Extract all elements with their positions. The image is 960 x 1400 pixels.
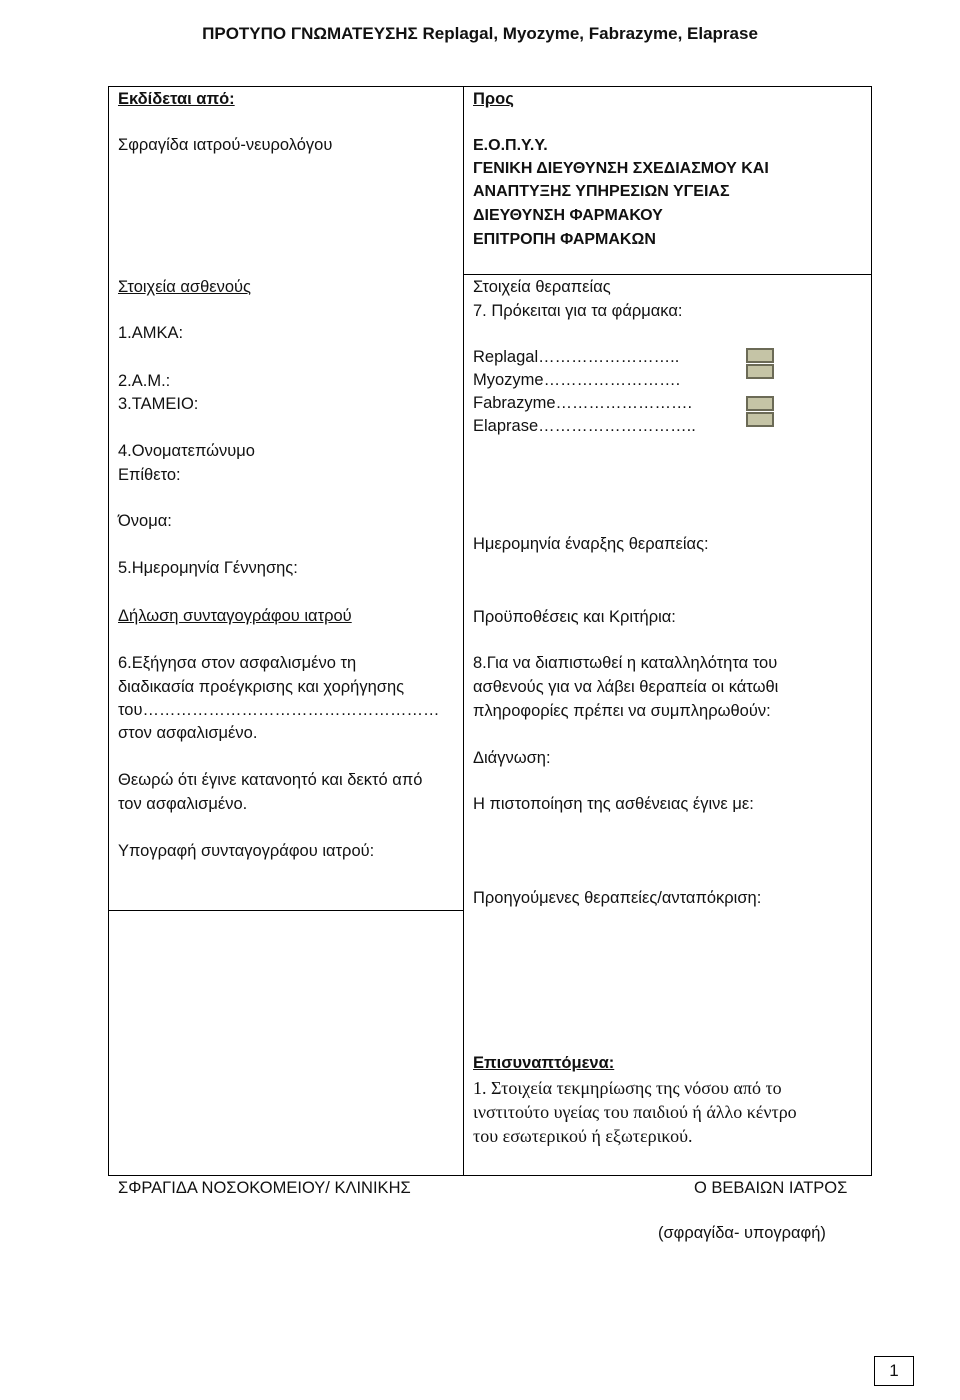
declaration-understood: Θεωρώ ότι έγινε κατανοητό και δεκτό από (118, 771, 423, 789)
table-border-right (871, 86, 872, 1176)
criteria-intro: ασθενούς για να λάβει θεραπεία οι κάτωθι (473, 678, 779, 696)
treatment-question: 7. Πρόκειται για τα φάρμακα: (473, 302, 683, 320)
patient-amka: 1.ΑΜΚΑ: (118, 324, 184, 342)
checkbox-fabrazyme[interactable] (746, 396, 774, 411)
checkbox-elaprase[interactable] (746, 412, 774, 427)
table-border-bottom (108, 1175, 872, 1176)
patient-birth: 5.Ημερομηνία Γέννησης: (118, 559, 298, 577)
patient-heading: Στοιχεία ασθενούς (118, 278, 251, 296)
table-divider-center (463, 86, 464, 1176)
table-divider-left-bottom (108, 910, 463, 911)
drug-fabrazyme: Fabrazyme……………………. (473, 394, 693, 412)
doctor-sign-label: (σφραγίδα- υπογραφή) (658, 1224, 826, 1242)
confirmation-label: Η πιστοποίηση της ασθένειας έγινε με: (473, 795, 754, 813)
page-title: ΠΡΟΤΥΠΟ ΓΝΩΜΑΤΕΥΣΗΣ Replagal, Myozyme, Fabrazyme, Elaprase (202, 24, 758, 43)
criteria-intro: πληροφορίες πρέπει να συμπληρωθούν: (473, 702, 771, 720)
declaration-line: του……………………………………………… (118, 701, 440, 719)
certifying-doctor-label: Ο ΒΕΒΑΙΩΝ ΙΑΤΡΟΣ (694, 1179, 848, 1197)
patient-fullname: 4.Ονοματεπώνυμο (118, 442, 255, 460)
recipient-line: ΓΕΝΙΚΗ ΔΙΕΥΘΥΝΣΗ ΣΧΕΔΙΑΣΜΟΥ ΚΑΙ (473, 160, 769, 177)
recipient-line: ΕΠΙΤΡΟΠΗ ΦΑΡΜΑΚΩΝ (473, 231, 656, 248)
criteria-heading: Προϋποθέσεις και Κριτήρια: (473, 608, 676, 626)
patient-fund: 3.ΤΑΜΕΙΟ: (118, 395, 199, 413)
table-border-left (108, 86, 109, 1176)
checkbox-myozyme[interactable] (746, 364, 774, 379)
declaration-understood: τον ασφαλισμένο. (118, 795, 248, 813)
checkbox-replagal[interactable] (746, 348, 774, 363)
start-date-label: Ημερομηνία έναρξης θεραπείας: (473, 535, 709, 553)
attachment-line: ινστιτούτο υγείας του παιδιού ή άλλο κέντρο (473, 1102, 797, 1122)
recipient-line: ΔΙΕΥΘΥΝΣΗ ΦΑΡΜΑΚΟΥ (473, 207, 663, 224)
recipient-heading: Προς (473, 90, 514, 108)
patient-surname: Επίθετο: (118, 466, 181, 484)
attachment-line: 1. Στοιχεία τεκμηρίωσης της νόσου από το (473, 1078, 782, 1098)
recipient-line: Ε.Ο.Π.Υ.Υ. (473, 137, 548, 154)
criteria-intro: 8.Για να διαπιστωθεί η καταλληλότητα του (473, 654, 778, 672)
patient-name: Όνομα: (118, 512, 172, 530)
table-border-top (108, 86, 872, 87)
declaration-line: 6.Εξήγησα στον ασφαλισμένο τη (118, 654, 357, 672)
recipient-line: ΑΝΑΠΤΥΞΗΣ ΥΠΗΡΕΣΙΩΝ ΥΓΕΙΑΣ (473, 183, 730, 200)
table-divider-row1 (463, 274, 872, 275)
previous-treatments-label: Προηγούμενες θεραπείες/ανταπόκριση: (473, 889, 762, 907)
issuer-stamp: Σφραγίδα ιατρού-νευρολόγου (118, 136, 333, 154)
hospital-stamp-label: ΣΦΡΑΓΙΔΑ ΝΟΣΟΚΟΜΕΙΟΥ/ ΚΛΙΝΙΚΗΣ (118, 1179, 411, 1197)
declaration-line: διαδικασία προέγκρισης και χορήγησης (118, 678, 405, 696)
drug-replagal: Replagal…………………….. (473, 348, 680, 366)
diagnosis-label: Διάγνωση: (473, 749, 551, 767)
issuer-heading: Εκδίδεται από: (118, 90, 235, 108)
declaration-heading: Δήλωση συνταγογράφου ιατρού (118, 607, 352, 625)
signature-label: Υπογραφή συνταγογράφου ιατρού: (118, 842, 375, 860)
attachment-line: του εσωτερικού ή εξωτερικού. (473, 1126, 693, 1146)
patient-am: 2.Α.Μ.: (118, 372, 171, 390)
page-number: 1 (874, 1356, 914, 1386)
drug-myozyme: Myozyme……………………. (473, 371, 681, 389)
treatment-heading: Στοιχεία θεραπείας (473, 278, 611, 296)
attachments-heading: Επισυναπτόμενα: (473, 1054, 615, 1072)
drug-elaprase: Elaprase……………………….. (473, 417, 696, 435)
declaration-line: στον ασφαλισμένο. (118, 724, 258, 742)
